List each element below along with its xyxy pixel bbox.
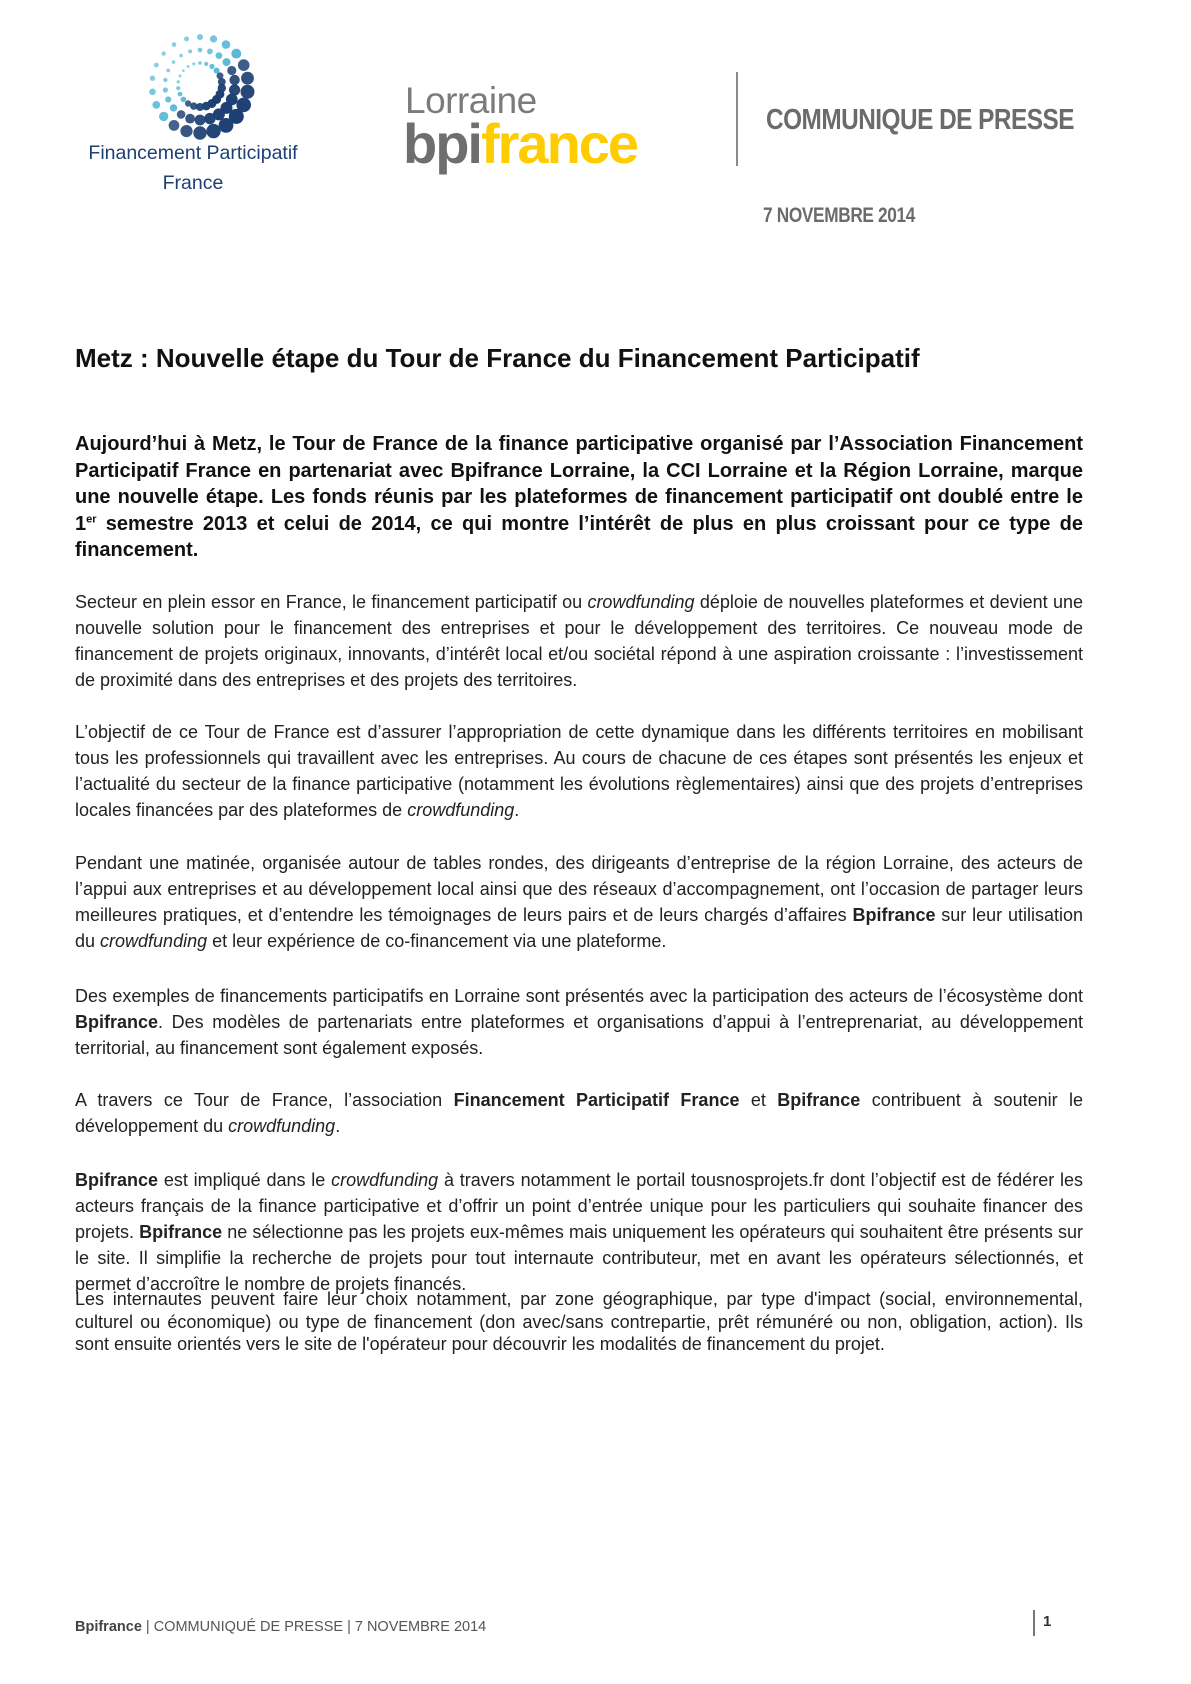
fpf-logo-dot — [229, 75, 239, 85]
bold-term: Bpifrance — [777, 1090, 861, 1110]
lead-text-1: Aujourd’hui à Metz, le Tour de France de la finance participative organisé par l’Association Financement Participatif France en partenariat avec Bpifrance Lorraine, la CCI Lorraine et la Région Lorraine, marque une nouvelle étape. Les fonds réunis par les plateformes de financement participatif ont doublé entre le 1 — [75, 433, 1083, 535]
footer-label: | COMMUNIQUÉ DE PRESSE | 7 NOVEMBRE 2014 — [141, 1619, 487, 1635]
footer-divider — [1033, 1610, 1035, 1636]
text-span: à travers notamment le portail tousnosprojets.fr dont l’objectif est de fédérer les acteurs français de la finance participative et d’offrir un point d’entrée unique pour les particuliers qui souhaite financer des projets. — [75, 1170, 1083, 1242]
bpi-logo-region: Lorraine — [405, 80, 537, 121]
italic-term: crowdfunding — [331, 1170, 439, 1190]
fpf-logo-dot — [210, 35, 217, 42]
page-title: Metz : Nouvelle étape du Tour de France du Financement Participatif — [75, 343, 920, 373]
fpf-logo-dot — [163, 78, 167, 82]
text-span: et — [739, 1090, 778, 1110]
fpf-logo-dot — [193, 126, 206, 139]
bold-term: Bpifrance — [75, 1170, 159, 1190]
fpf-logo-dot — [179, 75, 182, 78]
fpf-logo-dot — [172, 60, 176, 64]
fpf-logo-dot — [197, 34, 203, 40]
fpf-dots-mark — [140, 30, 260, 140]
text-span: est impliqué dans le — [158, 1170, 332, 1190]
body-paragraph-7 — [75, 1167, 1083, 1297]
lead-text-2: semestre 2013 et celui de 2014, ce qui montre l’intérêt de plus en plus croissant pour ce type de financement. — [75, 512, 1083, 561]
text-span: Pendant une matinée, organisée autour de tables rondes, des dirigeants d’entreprise de la région Lorraine, des acteurs de l’appui aux entreprises et au développement local ainsi que des réseaux d’accompagnement, ont l’occasion de partager leurs meilleures pratiques, et d’entendre les témoignages de leurs pairs et de leurs chargés d’affaires — [75, 853, 1083, 925]
header-divider — [736, 72, 738, 166]
fpf-logo-dot — [162, 51, 166, 55]
italic-term: crowdfunding — [100, 931, 208, 951]
fpf-logo-dot — [222, 40, 231, 49]
fpf-logo-dot — [198, 61, 202, 65]
fpf-logo-dot — [204, 113, 215, 124]
fpf-logo-dot — [182, 69, 185, 72]
fpf-logo-dot — [204, 62, 208, 66]
fpf-logo-dot — [198, 48, 203, 53]
body-paragraph-8: Les internautes peuvent faire leur choix notamment, par zone géographique, par type d'impact (social, environnemental, culturel ou économique) ou type de financement (don avec/sans contrepartie, prêt rémunéré ou non, obligation, action). Ils sont ensuite orientés vers le site de l'opérateur pour découvrir les modalités de financement du projet. — [75, 1289, 1083, 1354]
fpf-logo-dot — [154, 63, 159, 68]
fpf-logo-dot — [181, 97, 187, 103]
body-paragraph-2 — [75, 589, 1083, 693]
footer-brand: Bpifrance — [75, 1619, 142, 1635]
italic-term: crowdfunding — [587, 592, 695, 612]
fpf-logo-dot — [231, 49, 241, 59]
fpf-logo-dot — [159, 112, 168, 121]
press-release-date: 7 NOVEMBRE 2014 — [763, 204, 916, 227]
fpf-logo-dot — [219, 118, 234, 133]
fpf-logo-dot — [238, 59, 250, 71]
bpifrance-lorraine-logo — [403, 80, 673, 200]
fpf-logo-dot — [170, 104, 177, 111]
text-span: Secteur en plein essor en France, le financement participatif ou — [75, 592, 588, 612]
text-span: ne sélectionne pas les projets eux-mêmes mais uniquement les opérateurs qui souhaitent être présents sur le site. Il simplifie la recherche de projets pour tout internaute contributeur, met en avant les opérateurs sélectionnés, et permet d’accroître le nombre de projets financés. — [75, 1222, 1083, 1294]
fpf-logo-dot — [209, 64, 214, 69]
page-footer — [75, 1619, 486, 1635]
fpf-logo-dot — [216, 52, 223, 59]
lead-superscript: er — [86, 512, 97, 525]
bold-term: Financement Participatif France — [453, 1090, 740, 1110]
fpf-logo-dot — [180, 125, 192, 137]
italic-term: crowdfunding — [407, 800, 515, 820]
italic-term: crowdfunding — [228, 1116, 336, 1136]
body-paragraph-4 — [75, 850, 1083, 954]
fpf-logo-dot — [188, 49, 192, 53]
fpf-logo-dot — [176, 86, 180, 90]
fpf-logo-dot — [152, 101, 160, 109]
fpf-logo-dot — [163, 87, 168, 92]
fpf-logo-dot — [169, 120, 180, 131]
text-span: L’objectif de ce Tour de France est d’assurer l’appropriation de cette dynamique dans les différents territoires en mobilisant tous les professionnels qui travaillent avec les entreprises. Au cours de chacune de ces étapes sont présentés les enjeux et l’actualité du secteur de la finance participative (notamment les évolutions règlementaires) ainsi que des projets d’entreprises locales financées par des plateformes de — [75, 722, 1083, 820]
text-span: contribuent à soutenir le développement du — [75, 1090, 1084, 1136]
bold-term: Bpifrance — [139, 1222, 223, 1242]
fpf-logo-dot — [184, 36, 189, 41]
press-release-title: COMMUNIQUE DE PRESSE — [766, 104, 1075, 136]
text-span: . — [335, 1116, 341, 1136]
fpf-logo-dot — [177, 80, 180, 83]
fpf-logo-dot — [241, 72, 254, 85]
fpf-logo — [58, 30, 328, 200]
fpf-logo-dot — [172, 42, 177, 47]
body-paragraph-3 — [75, 719, 1083, 823]
fpf-logo-dot — [185, 100, 191, 106]
fpf-logo-dot — [195, 115, 206, 126]
bpi-logo-wordmark — [403, 112, 638, 175]
text-span: A travers ce Tour de France, l’association — [75, 1090, 454, 1110]
bold-term: Bpifrance — [75, 1012, 159, 1032]
fpf-logo-dot — [178, 92, 183, 97]
fpf-logo-dot — [165, 96, 171, 102]
bpi-logo-part2: france — [480, 112, 638, 175]
body-paragraph-6 — [75, 1087, 1083, 1139]
fpf-logo-name: Financement Participatif — [88, 142, 298, 164]
body-paragraph-5 — [75, 983, 1083, 1061]
fpf-logo-dot — [207, 49, 213, 55]
bpi-logo-part1: bpi — [403, 112, 481, 175]
fpf-logo-dot — [185, 114, 195, 124]
fpf-logo-dot — [223, 58, 231, 66]
fpf-logo-dot — [166, 69, 170, 73]
page-number: 1 — [1043, 1613, 1052, 1630]
fpf-logo-dot — [206, 124, 220, 138]
fpf-logo-dot — [227, 66, 236, 75]
bold-term: Bpifrance — [852, 905, 936, 925]
lead-paragraph — [75, 431, 1083, 564]
fpf-logo-dot — [149, 89, 156, 96]
text-span: . — [514, 800, 520, 820]
text-span: . Des modèles de partenariats entre plateformes et organisations d’appui à l’entreprenariat, au développement territorial, au financement sont également exposés. — [75, 1012, 1083, 1058]
fpf-logo-dot — [179, 54, 183, 58]
fpf-logo-dot — [192, 62, 195, 65]
fpf-logo-dot — [187, 65, 190, 68]
text-span: Des exemples de financements participatifs en Lorraine sont présentés avec la participation des acteurs de l’écosystème dont — [75, 986, 1083, 1006]
text-span: sur leur utilisation du — [75, 905, 1083, 951]
fpf-logo-country: France — [162, 172, 224, 194]
fpf-logo-dot — [177, 110, 186, 119]
fpf-logo-dot — [150, 76, 155, 81]
fpf-logo-dot — [241, 85, 255, 99]
text-span: et leur expérience de co-financement via une plateforme. — [207, 931, 667, 951]
text-span: déploie de nouvelles plateformes et devient une nouvelle solution pour le financement des entreprises et pour le développement des territoires. Ce nouveau mode de financement de projets originaux, innovants, d’intérêt local et/ou sociétal répond à une aspiration croissante : l’investissement de proximité dans des entreprises et des projets des territoires. — [75, 592, 1083, 690]
